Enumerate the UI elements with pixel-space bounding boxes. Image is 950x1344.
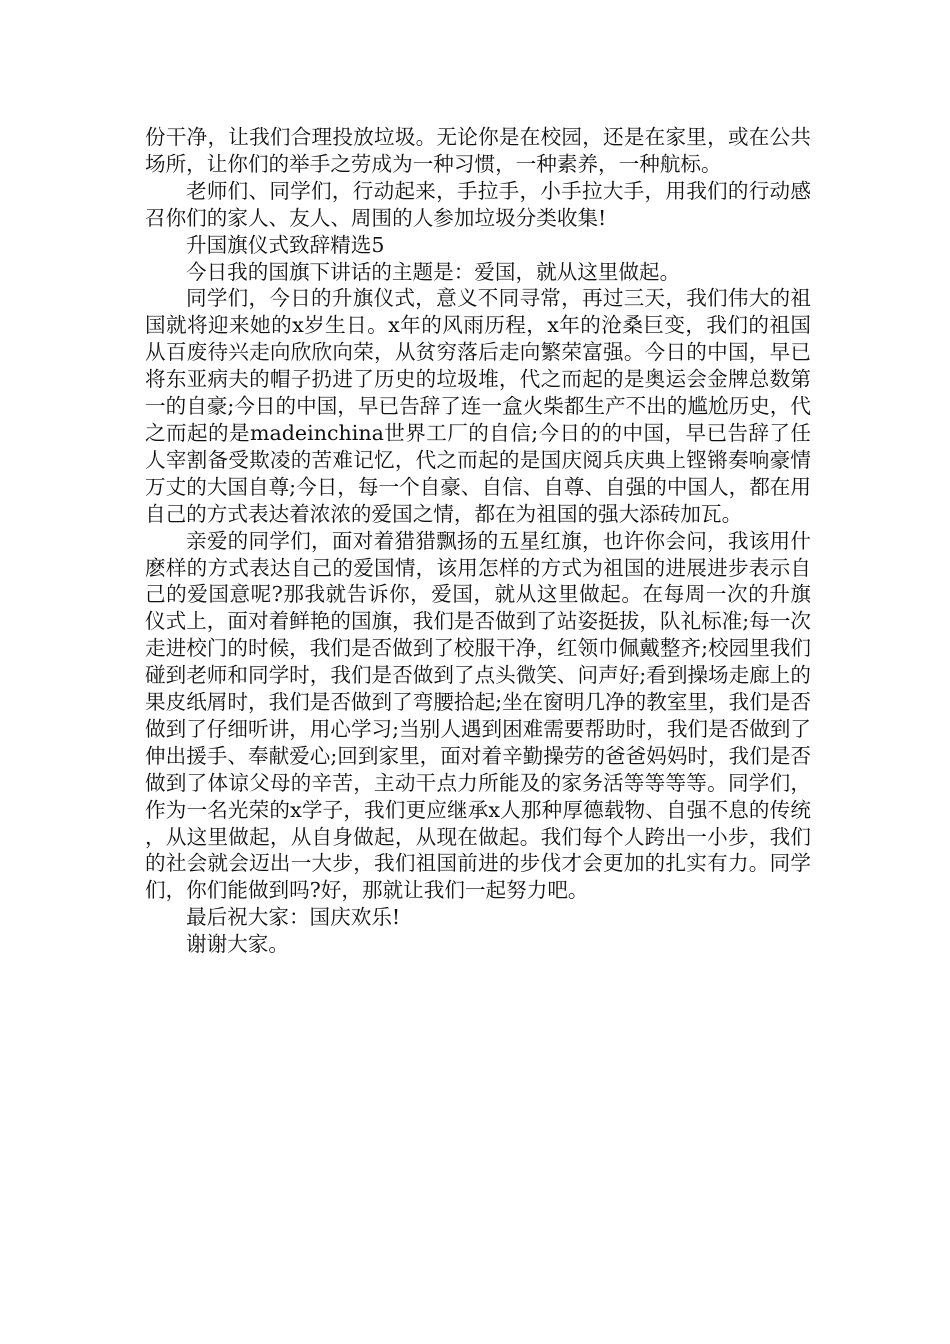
paragraph-thanks: 谢谢大家。 xyxy=(186,932,289,957)
paragraph-continuation: 份干净，让我们合理投放垃圾。无论你是在校园，还是在家里，或在公共场所，让你们的举手之劳成为一种习惯，一种素养，一种航标。 xyxy=(145,125,811,176)
paragraph-closing-wish: 最后祝大家：国庆欢乐! xyxy=(186,905,401,930)
section-title: 升国旗仪式致辞精选5 xyxy=(186,232,385,257)
paragraph-body-2: 亲爱的同学们，面对着猎猎飘扬的五星红旗，也许你会问，我该用什麽样的方式表达自己的爱国情，该用怎样的方式为祖国的进展进步表示自己的爱国意呢?那我就告诉你，爱国，就从这里做起。在每周一次的升旗仪式上，面对着鲜艳的国旗，我们是否做到了站姿挺拔，队礼标准;每一次走进校门的时候，我们是否做到了校服干净，红领巾佩戴整齐;校园里我们碰到老师和同学时，我们是否做到了点头微笑、问声好;看到操场走廊上的果皮纸屑时，我们是否做到了弯腰拾起;坐在窗明几净的教室里，我们是否做到了仔细听讲，用心学习;当别人遇到困难需要帮助时，我们是否做到了伸出援手、奉献爱心;回到家里，面对着辛勤操劳的爸爸妈妈时，我们是否做到了体谅父母的辛苦，主动干点力所能及的家务活等等等等。同学们，作为一名光荣的x学子，我们更应继承x人那种厚德载物、自强不息的传统，从这里做起，从自身做起，从现在做起。我们每个人跨出一小步，我们的社会就会迈出一大步，我们祖国前进的步伐才会更加的扎实有力。同学们，你们能做到吗?好，那就让我们一起努力吧。 xyxy=(145,528,811,903)
document-page xyxy=(145,124,811,958)
paragraph-body-1: 同学们，今日的升旗仪式，意义不同寻常，再过三天，我们伟大的祖国就将迎来她的x岁生日。x年的风雨历程，x年的沧桑巨变，我们的祖国从百废待兴走向欣欣向荣，从贫穷落后走向繁荣富强。今日的中国，早已将东亚病夫的帽子扔进了历史的垃圾堆，代之而起的是奥运会金牌总数第一的自豪;今日的中国，早已告辞了连一盒火柴都生产不出的尴尬历史，代之而起的是madeinchina世界工厂的自信;今日的的中国，早已告辞了任人宰割备受欺凌的苦难记忆，代之而起的是国庆阅兵庆典上铿锵奏响豪情万丈的大国自尊;今日，每一个自豪、自信、自尊、自强的中国人，都在用自己的方式表达着浓浓的爱国之情，都在为祖国的强大添砖加瓦。 xyxy=(145,286,811,526)
paragraph-call-to-action: 老师们、同学们，行动起来，手拉手，小手拉大手，用我们的行动感召你们的家人、友人、周围的人参加垃圾分类收集! xyxy=(145,178,811,230)
paragraph-theme: 今日我的国旗下讲话的主题是：爱国，就从这里做起。 xyxy=(186,259,681,284)
